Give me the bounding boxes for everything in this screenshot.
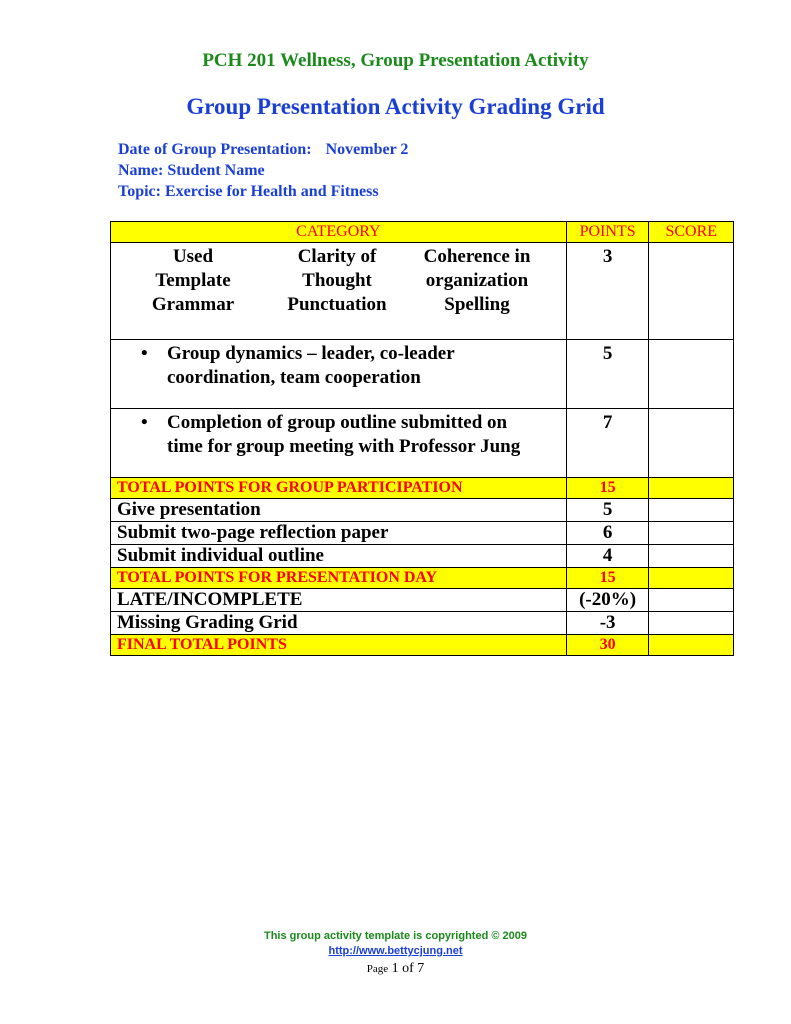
row-label: Give presentation [111, 499, 567, 522]
criteria-column [117, 245, 269, 317]
points-header: POINTS [566, 222, 649, 243]
total-group-label: TOTAL POINTS FOR GROUP PARTICIPATION [111, 478, 567, 499]
date-label: Date of Group Presentation: [118, 141, 312, 158]
score-cell[interactable] [649, 340, 734, 409]
criteria-item: Template [155, 270, 231, 291]
final-row [111, 635, 734, 656]
criteria-item: Clarity of [297, 246, 377, 267]
grid-title: Group Presentation Activity Grading Grid [186, 94, 605, 119]
bullet-text: Group dynamics – leader, co-leader [167, 343, 455, 364]
score-cell[interactable] [649, 409, 734, 478]
presentation-row [111, 522, 734, 545]
grading-grid-table [110, 221, 734, 656]
criteria-item: Thought [302, 270, 372, 291]
row-points: 4 [566, 545, 649, 568]
criteria-item: Grammar [151, 294, 235, 315]
copyright-notice: This group activity template is copyrighted © 2009 [263, 930, 527, 942]
total-group-row [111, 478, 734, 499]
course-title: PCH 201 Wellness, Group Presentation Activity [202, 50, 589, 71]
criteria-item: Coherence in [423, 246, 531, 267]
page-label: Page [366, 963, 389, 975]
presentation-row [111, 545, 734, 568]
row-points: 5 [566, 499, 649, 522]
row-label: Submit two-page reflection paper [111, 522, 567, 545]
criteria-cell [111, 243, 567, 340]
criteria-item: organization [425, 270, 529, 291]
name-line: Name: Student Name [118, 162, 265, 179]
topic-line: Topic: Exercise for Health and Fitness [118, 183, 379, 200]
criteria-points: 3 [566, 243, 649, 340]
total-group-points: 15 [566, 478, 649, 499]
bullet-icon: • [141, 412, 148, 433]
row-label: Submit individual outline [111, 545, 567, 568]
bullet-text: Completion of group outline submitted on [167, 412, 508, 433]
header-row [111, 222, 734, 243]
total-presentation-points: 15 [566, 568, 649, 589]
criteria-item: Punctuation [287, 294, 387, 315]
criteria-column [269, 245, 405, 317]
score-header: SCORE [649, 222, 734, 243]
page-of: of [402, 961, 414, 976]
late-label: LATE/INCOMPLETE [111, 589, 567, 612]
presentation-row [111, 499, 734, 522]
bullet-points: 5 [566, 340, 649, 409]
date-line [118, 139, 408, 160]
presentation-info [118, 139, 408, 202]
score-cell[interactable] [649, 522, 734, 545]
missing-row [111, 612, 734, 635]
bullet-cell [111, 409, 567, 478]
row-points: 6 [566, 522, 649, 545]
score-cell[interactable] [649, 635, 734, 656]
final-label: FINAL TOTAL POINTS [111, 635, 567, 656]
bullet-cell [111, 340, 567, 409]
total-presentation-label: TOTAL POINTS FOR PRESENTATION DAY [111, 568, 567, 589]
score-cell[interactable] [649, 499, 734, 522]
bullet-text: time for group meeting with Professor Jung [167, 436, 521, 457]
score-cell[interactable] [649, 243, 734, 340]
missing-label: Missing Grading Grid [111, 612, 567, 635]
score-cell[interactable] [649, 612, 734, 635]
website-link-wrap [0, 945, 791, 957]
score-cell[interactable] [649, 545, 734, 568]
website-link[interactable]: http://www.bettycjung.net [328, 945, 463, 957]
missing-points: -3 [566, 612, 649, 635]
criteria-row [111, 243, 734, 340]
bullet-points: 7 [566, 409, 649, 478]
criteria-item: Spelling [444, 294, 510, 315]
late-row [111, 589, 734, 612]
score-cell[interactable] [649, 568, 734, 589]
page-indicator [0, 961, 791, 977]
score-cell[interactable] [649, 478, 734, 499]
date-value: November 2 [325, 141, 409, 158]
score-cell[interactable] [649, 589, 734, 612]
category-header: CATEGORY [111, 222, 567, 243]
final-points: 30 [566, 635, 649, 656]
bullet-row [111, 409, 734, 478]
bullet-row [111, 340, 734, 409]
criteria-item: Used [172, 246, 214, 267]
bullet-icon: • [141, 343, 148, 364]
criteria-column [405, 245, 549, 317]
page-total: 7 [417, 961, 425, 976]
total-presentation-row [111, 568, 734, 589]
late-points: (-20%) [566, 589, 649, 612]
bullet-text: coordination, team cooperation [167, 367, 421, 388]
page-number: 1 [391, 961, 399, 976]
